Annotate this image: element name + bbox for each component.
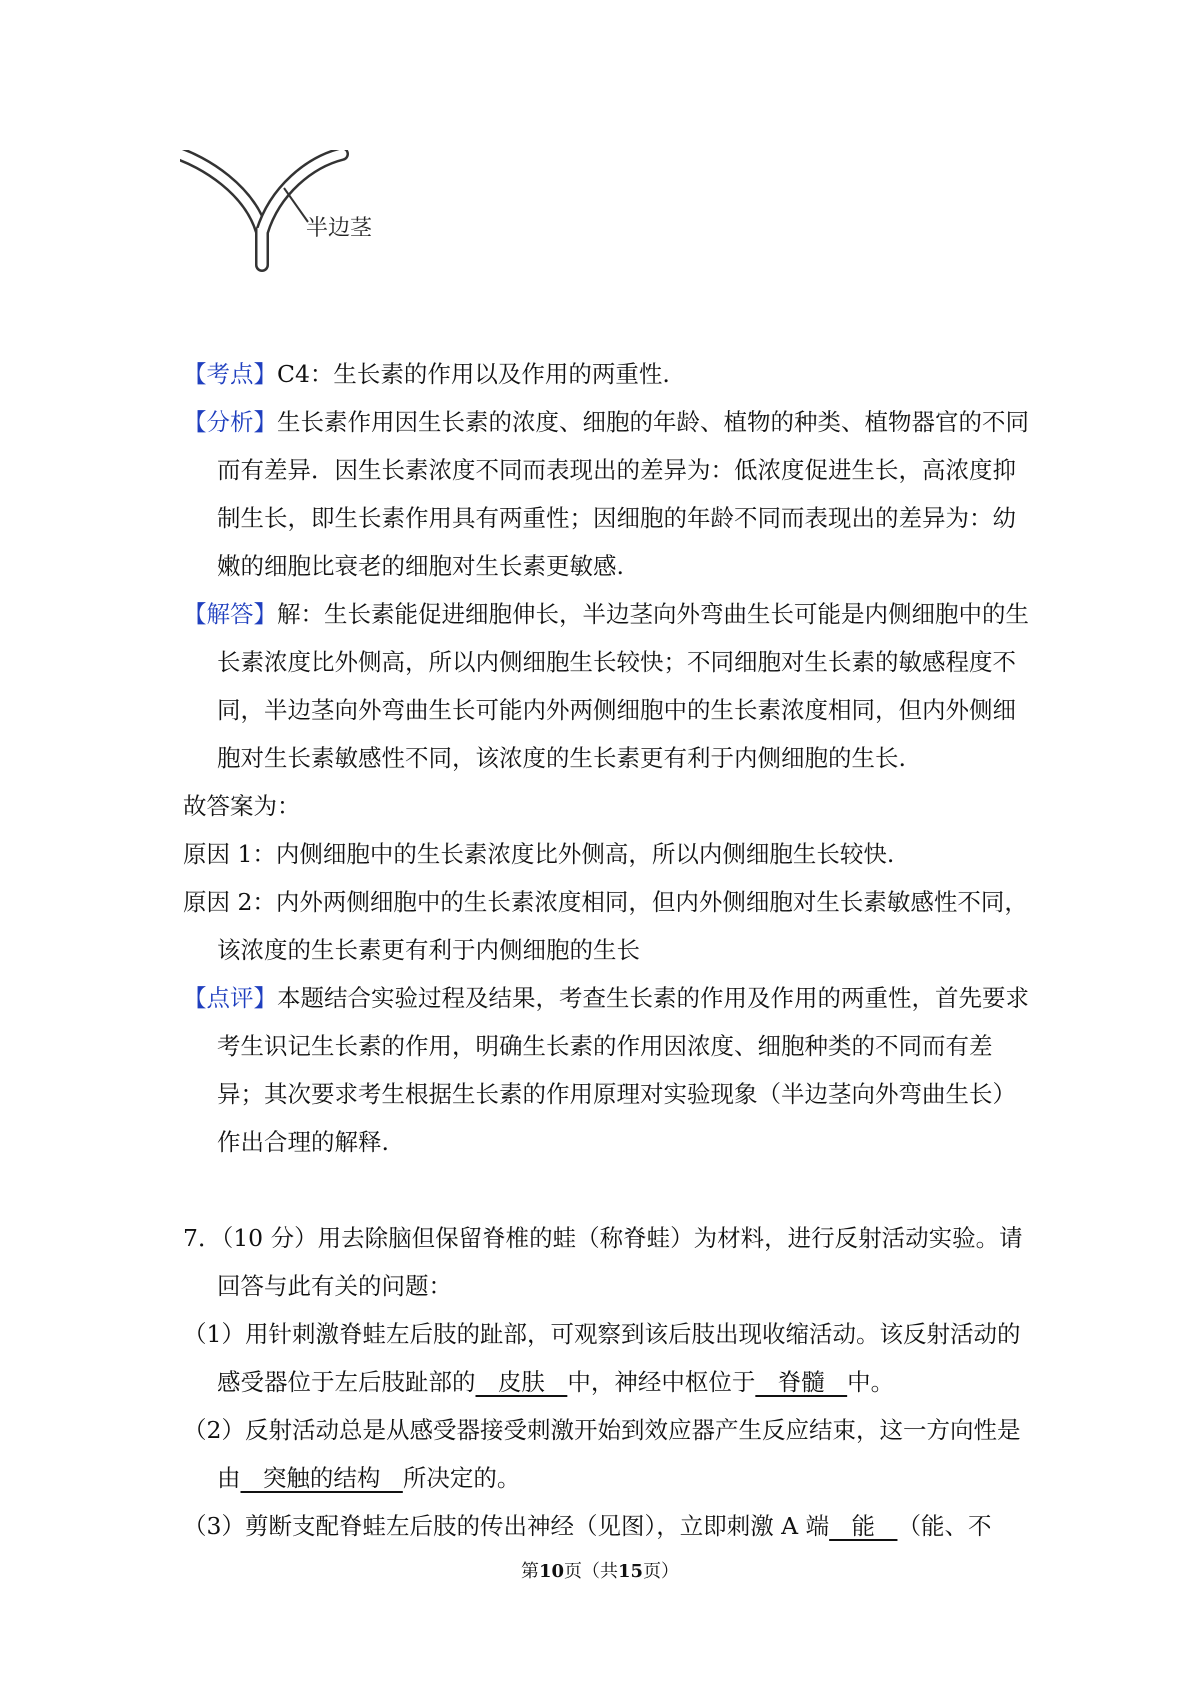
footer-mid: 页（共 (564, 1561, 618, 1582)
fenxi-tag: 【分析】 (183, 408, 277, 436)
document-body (183, 350, 1033, 1550)
reason-2: 原因 2：内外两侧细胞中的生长素浓度相同，但内外侧细胞对生长素敏感性不同，该浓度的生长素更有利于内侧细胞的生长 (183, 888, 1028, 964)
q7-p3-answer: 能 (829, 1512, 898, 1540)
question-7-part-3 (183, 1502, 1033, 1550)
footer-pre: 第 (520, 1561, 539, 1582)
q7-p1-text-a: （1）用针刺激脊蛙左后肢的趾部，可观察到该后肢出现收缩活动。该反射活动的感受器位于左后肢趾部的 (183, 1320, 1021, 1396)
jieda-text: 解：生长素能促进细胞伸长，半边茎向外弯曲生长可能是内侧细胞中的生长素浓度比外侧高，所以内侧细胞生长较快；不同细胞对生长素的敏感程度不同，半边茎向外弯曲生长可能内外两侧细胞中的生长素浓度相同，但内外侧细胞对生长素敏感性不同，该浓度的生长素更有利于内侧细胞的生长. (217, 600, 1029, 772)
footer-total-pages: 15 (618, 1561, 644, 1582)
question-7-part-1 (183, 1310, 1033, 1406)
fenxi-paragraph (183, 398, 1033, 590)
question-7-stem: 7．（10 分）用去除脑但保留脊椎的蛙（称脊蛙）为材料，进行反射活动实验。请回答与此有关的问题： (183, 1224, 1023, 1300)
q7-p1-answer-2: 脊髓 (755, 1368, 848, 1396)
split-stem-figure (180, 150, 440, 300)
kaodian-text: C4：生长素的作用以及作用的两重性. (277, 360, 670, 388)
kaodian-paragraph (183, 350, 1033, 398)
q7-p2-answer: 突触的结构 (240, 1464, 403, 1492)
q7-p1-text-b: 中，神经中枢位于 (567, 1368, 756, 1396)
answer-intro: 故答案为： (183, 792, 301, 820)
q7-p3-text-a: （3）剪断支配脊蛙左后肢的传出神经（见图），立即刺激 A 端 (183, 1512, 830, 1540)
page-footer (0, 1560, 1200, 1584)
q7-p2-text-b: 所决定的。 (402, 1464, 521, 1492)
q7-p3-text-b: （能、不 (897, 1512, 992, 1540)
footer-page-number: 10 (538, 1561, 564, 1582)
kaodian-tag: 【考点】 (183, 360, 277, 388)
jieda-tag: 【解答】 (183, 600, 277, 628)
q7-p1-text-c: 中。 (847, 1368, 895, 1396)
footer-post: 页） (643, 1561, 680, 1582)
fenxi-text: 生长素作用因生长素的浓度、细胞的年龄、植物的种类、植物器官的不同而有差异．因生长素浓度不同而表现出的差异为：低浓度促进生长，高浓度抑制生长，即生长素作用具有两重性；因细胞的年龄不同而表现出的差异为：幼嫩的细胞比衰老的细胞对生长素更敏感. (217, 408, 1029, 580)
figure-label: 半边茎 (306, 216, 373, 241)
jieda-paragraph (183, 590, 1033, 782)
dianping-tag: 【点评】 (183, 984, 277, 1012)
question-7-part-2 (183, 1406, 1033, 1502)
reason-1: 原因 1：内侧细胞中的生长素浓度比外侧高，所以内侧细胞生长较快. (183, 840, 895, 868)
q7-p1-answer-1: 皮肤 (475, 1368, 568, 1396)
split-stem-diagram-icon (180, 150, 440, 300)
dianping-text: 本题结合实验过程及结果，考查生长素的作用及作用的两重性，首先要求考生识记生长素的作用，明确生长素的作用因浓度、细胞种类的不同而有差异；其次要求考生根据生长素的作用原理对实验现象（半边茎向外弯曲生长）作出合理的解释. (217, 984, 1029, 1156)
dianping-paragraph (183, 974, 1033, 1166)
q7-p2-text-a: （2）反射活动总是从感受器接受刺激开始到效应器产生反应结束，这一方向性是由 (183, 1416, 1021, 1492)
